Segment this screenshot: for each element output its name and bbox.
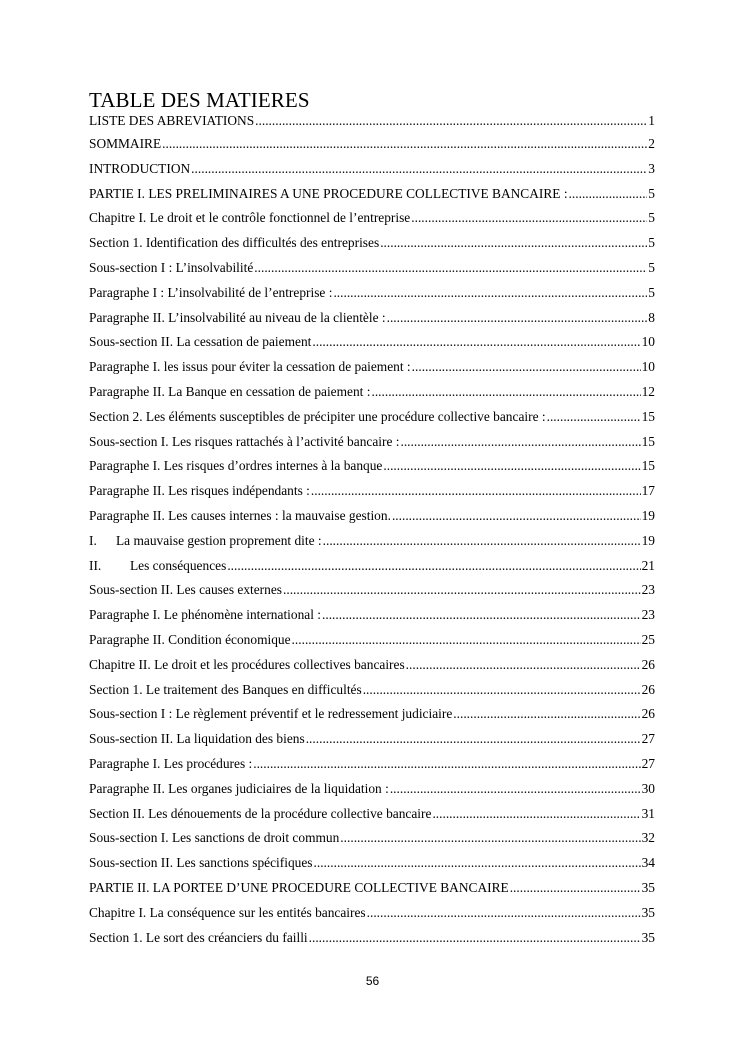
toc-leader-dots [387,309,648,327]
toc-entry-text [89,333,311,351]
toc-entry-text [89,805,431,823]
toc-entry-label: INTRODUCTION [89,160,191,176]
toc-entry[interactable] [89,904,655,929]
toc-entry-text [89,135,161,153]
toc-entry[interactable] [89,854,655,879]
toc-entry-label: Section 2. Les éléments susceptibles de précipiter une procédure collective bancaire : [89,408,546,424]
toc-entry-page: 27 [641,755,655,771]
toc-entry-label: Paragraphe I. Les risques d’ordres internes à la banque [89,458,383,474]
toc-entry-page: 10 [641,334,655,350]
toc-entry-page: 15 [641,408,655,424]
toc-entry-page: 1 [648,113,655,128]
toc-entry-text [89,557,226,575]
toc-leader-dots [383,457,640,475]
toc-entry-label: PARTIE I. LES PRELIMINAIRES A UNE PROCEDURE COLLECTIVE BANCAIRE : [89,185,568,201]
toc-entry[interactable] [89,681,655,706]
toc-entry-page: 35 [641,904,655,920]
toc-entry-label: PARTIE II. LA PORTEE D’UNE PROCEDURE COLLECTIVE BANCAIRE [89,879,509,895]
toc-leader-dots [406,656,641,674]
toc-leader-dots [412,358,641,376]
toc-entry-label: Sous-section II. Les causes externes [89,582,282,598]
toc-entry-page: 12 [641,383,655,399]
toc-entry[interactable] [89,209,655,234]
toc-entry[interactable] [89,135,655,160]
toc-entry-label: Sous-section II. Les sanctions spécifiques [89,855,313,871]
toc-entry-label: SOMMAIRE [89,136,162,151]
toc-leader-dots [453,705,640,723]
toc-entry-text [89,854,313,872]
toc-entry-text [89,829,339,847]
toc-entry-text [89,383,370,401]
toc-leader-dots [255,112,647,130]
toc-leader-dots [292,631,641,649]
toc-leader-dots [162,135,647,153]
toc-entry-label: Paragraphe II. L’insolvabilité au niveau de la clientèle : [89,309,386,325]
toc-entry[interactable] [89,284,655,309]
toc-entry[interactable] [89,581,655,606]
toc-entry-label: Paragraphe II. Condition économique [89,631,291,647]
toc-leader-dots [253,755,640,773]
toc-entry-text [89,780,389,798]
toc-list [89,112,655,953]
toc-entry-text [89,879,509,897]
toc-leader-dots [400,433,640,451]
toc-entry-text [89,631,291,649]
toc-entry-text [89,681,362,699]
toc-leader-dots [367,904,641,922]
toc-entry[interactable] [89,482,655,507]
toc-entry[interactable] [89,185,655,210]
toc-entry-label: Chapitre II. Le droit et les procédures collectives bancaires [89,656,405,672]
toc-entry-page: 2 [648,136,655,151]
toc-entry[interactable] [89,259,655,284]
toc-leader-dots [306,730,641,748]
toc-entry-page: 5 [648,259,655,275]
toc-entry-label: La mauvaise gestion proprement dite : [116,532,322,548]
toc-entry-text [89,507,391,525]
toc-leader-dots [309,929,641,947]
toc-entry-label: Sous-section I : Le règlement préventif et le redressement judiciaire [89,706,453,722]
toc-entry-text [89,284,332,302]
toc-entry-page: 26 [641,706,655,722]
toc-leader-dots [311,482,641,500]
toc-entry-page: 5 [648,210,655,226]
toc-entry[interactable] [89,631,655,656]
toc-entry[interactable] [89,829,655,854]
toc-page [89,88,655,953]
toc-entry[interactable] [89,656,655,681]
toc-leader-dots [363,681,641,699]
toc-entry-label: Chapitre I. Le droit et le contrôle fonctionnel de l’entreprise [89,210,411,226]
toc-entry-page: 3 [648,160,655,176]
toc-entry[interactable] [89,358,655,383]
toc-entry-page: 34 [641,855,655,871]
toc-entry-label: Paragraphe II. Les causes internes : la mauvaise gestion. [89,507,391,523]
toc-entry-text [89,532,322,550]
toc-leader-dots [510,879,641,897]
toc-entry-page: 35 [641,879,655,895]
toc-leader-dots [392,507,641,525]
toc-entry-page: 26 [641,681,655,697]
toc-leader-dots [323,532,641,550]
toc-entry-label: Paragraphe II. La Banque en cessation de paiement : [89,383,371,399]
toc-entry-text [89,408,546,426]
toc-leader-dots [314,854,641,872]
toc-entry-page: 19 [641,532,655,548]
toc-leader-dots [411,209,647,227]
toc-entry-text [89,656,405,674]
toc-entry-text [89,755,252,773]
toc-leader-dots [432,805,640,823]
toc-entry-page: 26 [641,656,655,672]
toc-entry-text [89,433,399,451]
toc-entry-text [89,259,253,277]
toc-entry-label: Paragraphe II. Les organes judiciaires de la liquidation : [89,780,389,796]
toc-entry-number: I. [89,532,97,548]
toc-leader-dots [312,333,640,351]
toc-entry-page: 23 [641,582,655,598]
toc-entry-label: Section 1. Identification des difficultés des entreprises [89,235,380,251]
toc-entry[interactable] [89,457,655,482]
toc-entry-label: Chapitre I. La conséquence sur les entités bancaires [89,904,366,920]
toc-entry-text [89,730,305,748]
toc-entry-text [89,606,321,624]
toc-entry-page: 8 [648,309,655,325]
toc-entry-text [89,185,568,203]
toc-entry[interactable] [89,234,655,259]
toc-entry-page: 21 [641,557,655,573]
toc-entry[interactable] [89,433,655,458]
toc-entry[interactable] [89,780,655,805]
toc-entry-page: 17 [641,483,655,499]
toc-entry-text [89,112,254,130]
toc-leader-dots [569,185,648,203]
toc-entry-label: Section II. Les dénouements de la procédure collective bancaire [89,805,432,821]
toc-entry-page: 19 [641,507,655,523]
toc-entry[interactable] [89,879,655,904]
toc-leader-dots [283,581,641,599]
toc-entry-page: 31 [641,805,655,821]
toc-entry-label: Paragraphe II. Les risques indépendants : [89,483,310,499]
toc-entry-label: Paragraphe I : L’insolvabilité de l’entreprise : [89,284,333,300]
toc-entry-text [89,209,410,227]
toc-entry-text [89,309,386,327]
toc-entry-text [89,457,382,475]
toc-leader-dots [340,829,640,847]
toc-leader-dots [322,606,641,624]
toc-entry-page: 30 [641,780,655,796]
toc-entry-text [89,705,452,723]
toc-entry[interactable] [89,705,655,730]
toc-entry-page: 23 [641,607,655,623]
toc-entry-page: 5 [648,185,655,201]
toc-entry-label: Paragraphe I. Les procédures : [89,755,253,771]
toc-leader-dots [390,780,641,798]
toc-entry-text [89,929,308,947]
toc-entry[interactable] [89,805,655,830]
toc-entry-text [89,482,310,500]
toc-leader-dots [227,557,640,575]
toc-entry-text [89,358,411,376]
toc-entry[interactable] [89,112,655,135]
toc-entry[interactable] [89,730,655,755]
toc-entry-label: Sous-section II. La cessation de paiement [89,334,312,350]
toc-entry-label: Sous-section I. Les sanctions de droit commun [89,830,340,846]
toc-entry[interactable] [89,929,655,954]
toc-entry-text [89,234,379,252]
toc-entry-page: 10 [641,359,655,375]
toc-entry-label: Paragraphe I. Le phénomène international : [89,607,322,623]
toc-entry[interactable] [89,383,655,408]
toc-entry-page: 32 [641,830,655,846]
toc-entry[interactable] [89,557,655,582]
toc-entry[interactable] [89,755,655,780]
toc-entry-page: 5 [648,235,655,251]
toc-entry-text [89,904,366,922]
toc-entry[interactable] [89,408,655,433]
toc-entry-page: 35 [641,929,655,945]
toc-entry-label: Sous-section II. La liquidation des biens [89,731,305,747]
page-number: 56 [365,974,380,988]
toc-entry-page: 15 [641,433,655,449]
toc-entry[interactable] [89,160,655,185]
toc-entry-label: Section 1. Le traitement des Banques en difficultés [89,681,362,697]
toc-entry-label: Les conséquences [130,557,227,573]
toc-leader-dots [333,284,647,302]
toc-leader-dots [547,408,641,426]
toc-leader-dots [380,234,647,252]
toc-entry-page: 15 [641,458,655,474]
toc-entry[interactable] [89,507,655,532]
toc-title: TABLE DES MATIERES [89,88,310,112]
toc-entry-page: 25 [641,631,655,647]
toc-entry-label: Paragraphe I. les issus pour éviter la cessation de paiement : [89,359,411,375]
toc-entry-text [89,160,190,178]
toc-entry-label: Section 1. Le sort des créanciers du failli [89,929,308,945]
toc-entry-label: LISTE DES ABREVIATIONS [89,113,255,128]
toc-entry-label: Sous-section I : L’insolvabilité [89,259,254,275]
toc-entry-page: 5 [648,284,655,300]
toc-leader-dots [371,383,640,401]
toc-entry[interactable] [89,606,655,631]
toc-entry[interactable] [89,333,655,358]
toc-leader-dots [191,160,647,178]
toc-entry[interactable] [89,532,655,557]
toc-entry-page: 27 [641,731,655,747]
toc-entry[interactable] [89,309,655,334]
toc-entry-label: Sous-section I. Les risques rattachés à l’activité bancaire : [89,433,400,449]
toc-leader-dots [254,259,647,277]
toc-entry-text [89,581,282,599]
toc-entry-number: II. [89,557,102,573]
